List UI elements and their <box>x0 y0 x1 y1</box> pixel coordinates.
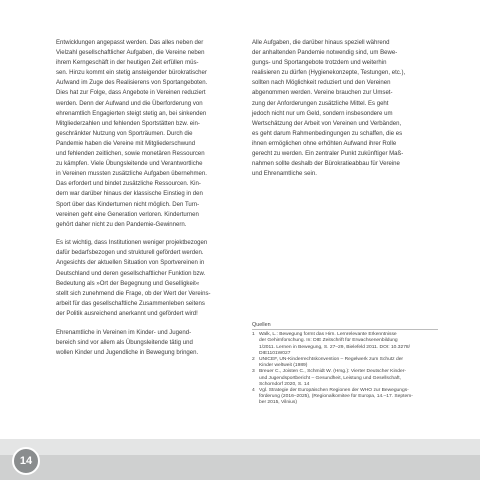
source-item <box>252 357 438 369</box>
body-paragraph: Entwicklungen angepasst werden. Das alles neben der Vielzahl gesellschaftlicher Aufgaben, die Vereine neben ihrem Kerngeschäft in der heutigen Zeit erfüllen müs- sen. Hinzu kommt ein stetig ansteigender bürokratischer Aufwand im Zuge des Realisierens von Sportangeboten. Dies hat zur Folge, dass Angebote in Vereinen reduziert werden. Denn der Aufwand und die Überforderung von ehrenamtlich Engagierten steigt stetig an, bei sinkenden Mitgliederzahlen und fehlenden Sportstätten bzw. ein- geschränkter Nutzung von Sporträumen. Durch die Pandemie haben die Vereine mit Mitgliederschwund und fehlenden zeitlichen, sowie monetären Ressourcen zu kämpfen. Viele Übungsleitende und Verantwortliche in Vereinen mussten zusätzliche Aufgaben übernehmen. Das erfordert und bindet zusätzliche Ressourcen. Kin- dern war darüber hinaus der klassische Einstieg in den Sport über das Kinderturnen nicht möglich. Den Turn- vereinen geht eine Generation verloren. Kinderturnen gehört daher nicht zu den Pandemie-Gewinnern. <box>56 40 208 228</box>
source-item <box>252 369 438 388</box>
body-paragraph: Alle Aufgaben, die darüber hinaus speziell während der anhaltenden Pandemie notwendig sind, um Bewe- gungs- und Sportangebote trotzdem und weiterhin realisieren zu dürfen (Hygienekonzepte, Testungen, etc.), sollten nach Möglichkeit reduziert und den Vereinen abgenommen werden. Vereine brauchen zur Umset- zung der Anforderungen zusätzliche Mittel. Es geht jedoch nicht nur um Geld, sondern insbesondere um Wertschätzung der Arbeit von Vereinen und Verbänden, es geht darum Rahmenbedingungen zu schaffen, die es ihnen ermöglichen ohne erhöhten Aufwand ihrer Rolle gerecht zu werden. Ein zentraler Punkt zukünftiger Maß- nahmen sollte deshalb der Bürokratieabbau für Vereine und Ehrenamtliche sein. <box>252 40 406 178</box>
source-number: 3 <box>252 369 255 375</box>
page-number: 14 <box>19 455 33 467</box>
sources-section <box>252 322 438 407</box>
body-paragraph: Es ist wichtig, dass Institutionen weniger projektbezogen dafür bedarfsbezogen und strukturell gefördert werden. Angesichts der aktuellen Situation von Sportvereinen in Deutschland und deren gesellschaftlicher Funktion bzw. Bedeutung als »Ort der Begegnung und Geselligkeit« stellt sich zunehmend die Frage, ob der Wert der Vereins- arbeit für das gesellschaftliche Zusammenleben seitens der Politik ausreichend anerkannt und gefördert wird! <box>56 240 211 317</box>
source-number: 1 <box>252 332 255 338</box>
sources-divider <box>252 329 438 330</box>
footer-strip <box>0 455 480 480</box>
source-item <box>252 332 438 357</box>
source-text: Walk, L.: Bewegung formt das Hirn. Lernrelevante Erkenntnisse der Gehirnforschung. In: DIE Zeitschrift für Erwachsenenbildung 1/2011. Lernen in Bewegung, S. 27–29, Bielefeld 2011. DOI: 10.3278/ DIE1101W027 <box>259 332 410 356</box>
source-number: 4 <box>252 388 255 394</box>
sources-title: Quellen <box>252 322 271 328</box>
source-number: 2 <box>252 357 255 363</box>
page-number-badge <box>12 447 40 475</box>
body-paragraph: Ehrenamtliche in Vereinen im Kinder- und Jugend- bereich sind vor allem als Übungsleitende tätig und wollen Kinder und Jugendliche in Bewegung bringen. <box>56 329 199 356</box>
source-text: Breuer C., Joisten C., Schmidt W. (Hrsg.): Vierter Deutscher Kinder- und Jugendsportbericht – Gesundheit, Leistung und Gesellschaft, Schorndorf 2020, S. 14 <box>259 369 406 387</box>
source-text: Vgl. Strategie der Europäischen Regionen der WHO zur Bewegungs- förderung (2016–2025), (Regionalkomitee für Europa, 14.–17. Septem- ber 2015, Vilnius) <box>259 388 413 406</box>
source-text: UNICEF, UN-Kinderrechtskonvention – Regelwerk zum Schutz der Kinder weltweit (1989) <box>259 357 404 369</box>
source-item <box>252 388 438 407</box>
right-text-column <box>252 38 438 179</box>
left-text-column <box>56 38 242 358</box>
